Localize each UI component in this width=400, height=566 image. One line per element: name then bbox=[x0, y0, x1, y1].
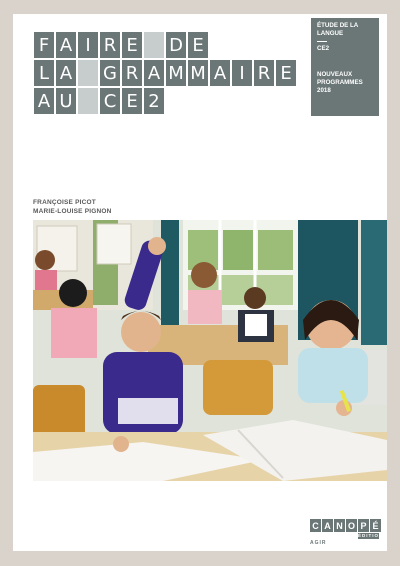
badge-level: CE2 bbox=[317, 45, 330, 52]
author-2: MARIE-LOUISE PIGNON bbox=[33, 208, 112, 215]
authors bbox=[33, 198, 112, 216]
cover-title bbox=[34, 32, 296, 116]
author-1: FRANÇOISE PICOT bbox=[33, 199, 96, 206]
title-gap-tile bbox=[78, 60, 98, 86]
title-letter-tile: E bbox=[122, 32, 142, 58]
title-line-1 bbox=[34, 32, 296, 58]
title-letter-tile: L bbox=[34, 60, 54, 86]
title-letter-tile: E bbox=[276, 60, 296, 86]
title-letter-tile: M bbox=[188, 60, 208, 86]
title-letter-tile: D bbox=[166, 32, 186, 58]
book-cover bbox=[13, 14, 387, 551]
badge-program-year: 2018 bbox=[317, 87, 331, 94]
title-letter-tile: I bbox=[78, 32, 98, 58]
title-letter-tile: R bbox=[254, 60, 274, 86]
title-letter-tile: C bbox=[100, 88, 120, 114]
logo-letters bbox=[310, 519, 381, 532]
title-gap-tile bbox=[78, 88, 98, 114]
badge-subject: ÉTUDE DE LA LANGUE bbox=[317, 22, 359, 37]
badge-program-line2: PROGRAMMES bbox=[317, 79, 363, 86]
logo-letter-tile: É bbox=[370, 519, 381, 532]
title-gap-tile bbox=[144, 32, 164, 58]
title-letter-tile: 2 bbox=[144, 88, 164, 114]
title-letter-tile: G bbox=[100, 60, 120, 86]
title-letter-tile: R bbox=[100, 32, 120, 58]
logo-tagline: AGIR bbox=[310, 540, 327, 546]
title-letter-tile: I bbox=[232, 60, 252, 86]
classroom-photo bbox=[33, 220, 387, 481]
title-line-2 bbox=[34, 60, 296, 86]
level-badge bbox=[311, 18, 379, 116]
title-letter-tile: A bbox=[56, 60, 76, 86]
badge-program-line1: NOUVEAUX bbox=[317, 71, 353, 78]
badge-rule bbox=[317, 41, 327, 42]
logo-letter-tile: A bbox=[322, 519, 333, 532]
title-line-3 bbox=[34, 88, 296, 114]
classroom-illustration bbox=[33, 220, 387, 481]
title-letter-tile: U bbox=[56, 88, 76, 114]
title-letter-tile: R bbox=[122, 60, 142, 86]
title-letter-tile: E bbox=[188, 32, 208, 58]
title-letter-tile: M bbox=[166, 60, 186, 86]
title-letter-tile: A bbox=[56, 32, 76, 58]
logo-letter-tile: C bbox=[310, 519, 321, 532]
title-letter-tile: A bbox=[144, 60, 164, 86]
logo-letter-tile: N bbox=[334, 519, 345, 532]
title-letter-tile: A bbox=[210, 60, 230, 86]
title-letter-tile: E bbox=[122, 88, 142, 114]
logo-editions: ÉDITIONS bbox=[358, 533, 388, 538]
publisher-logo bbox=[310, 519, 388, 546]
title-letter-tile: A bbox=[34, 88, 54, 114]
title-letter-tile: F bbox=[34, 32, 54, 58]
logo-letter-tile: O bbox=[347, 520, 355, 531]
logo-letter-tile: P bbox=[358, 519, 369, 532]
